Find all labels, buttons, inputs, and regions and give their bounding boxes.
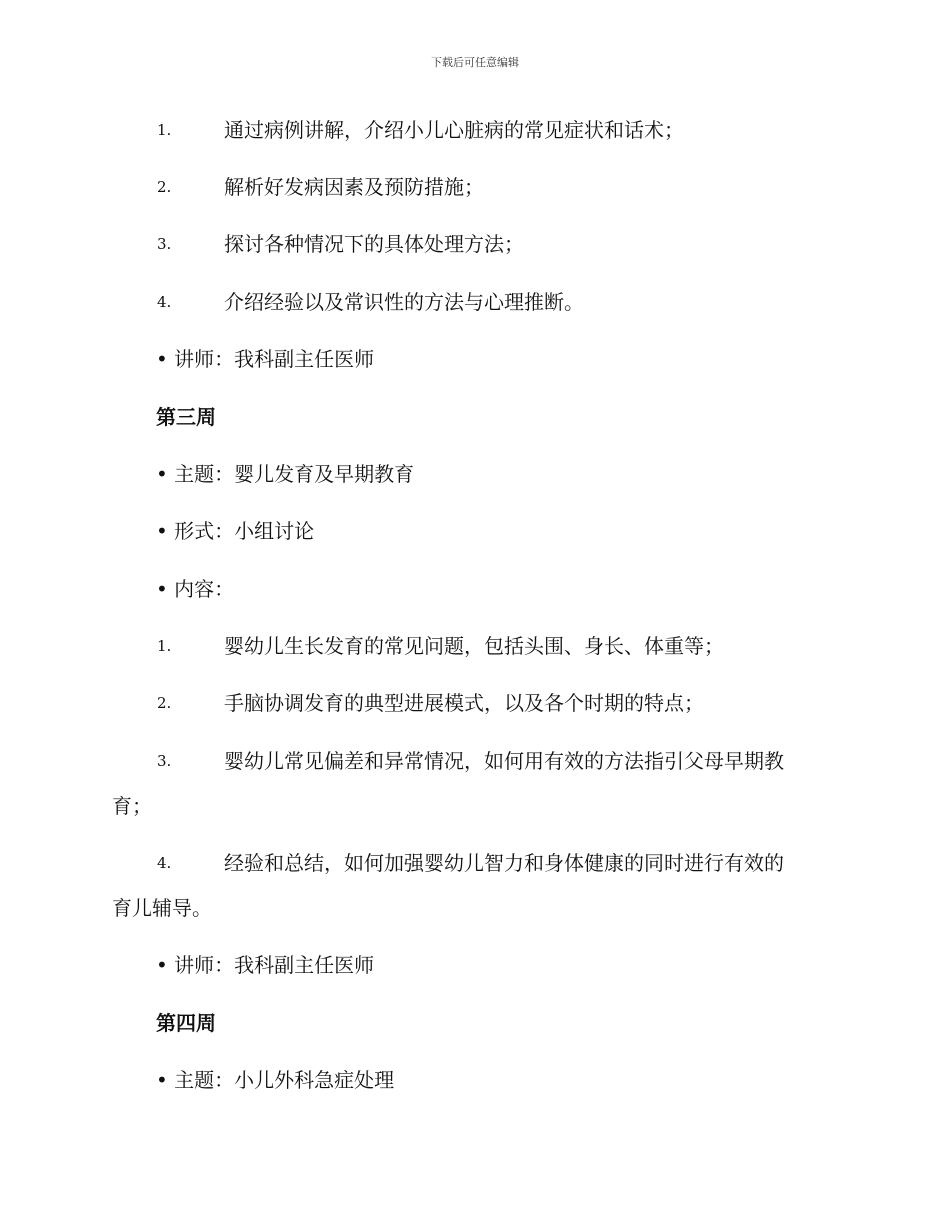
content-label: • 内容： (156, 577, 235, 601)
week-heading: 第四周 (156, 1011, 216, 1035)
topic-line: • 主题：婴儿发育及早期教育 (156, 462, 415, 486)
topic-line: • 主题：小儿外科急症处理 (156, 1068, 395, 1092)
item-text: 经验和总结，如何加强婴幼儿智力和身体健康的同时进行有效的 (224, 851, 784, 875)
week-heading: 第三周 (156, 405, 216, 429)
item-text: 解析好发病因素及预防措施； (224, 175, 484, 199)
item-number: 3. (157, 752, 172, 770)
item-number: 4. (157, 854, 172, 872)
item-number: 3. (157, 235, 172, 253)
lecturer-line: • 讲师：我科副主任医师 (156, 347, 375, 371)
item-number: 2. (157, 178, 172, 196)
item-text: 通过病例讲解，介绍小儿心脏病的常见症状和话术； (224, 118, 684, 142)
lecturer-line: • 讲师：我科副主任医师 (156, 953, 375, 977)
item-text: 介绍经验以及常识性的方法与心理推断。 (224, 290, 584, 314)
item-text: 手脑协调发育的典型进展模式，以及各个时期的特点； (224, 691, 704, 715)
item-number: 4. (157, 293, 172, 311)
format-line: • 形式：小组讨论 (156, 519, 315, 543)
item-number: 1. (157, 121, 172, 139)
item-text-continuation: 育； (112, 794, 152, 818)
header-note: 下载后可任意编辑 (431, 56, 519, 69)
item-number: 1. (157, 637, 172, 655)
item-text: 探讨各种情况下的具体处理方法； (224, 232, 524, 256)
item-text-continuation: 育儿辅导。 (112, 896, 212, 920)
item-text: 婴幼儿生长发育的常见问题，包括头围、身长、体重等； (224, 634, 724, 658)
item-text: 婴幼儿常见偏差和异常情况，如何用有效的方法指引父母早期教 (224, 749, 784, 773)
item-number: 2. (157, 694, 172, 712)
